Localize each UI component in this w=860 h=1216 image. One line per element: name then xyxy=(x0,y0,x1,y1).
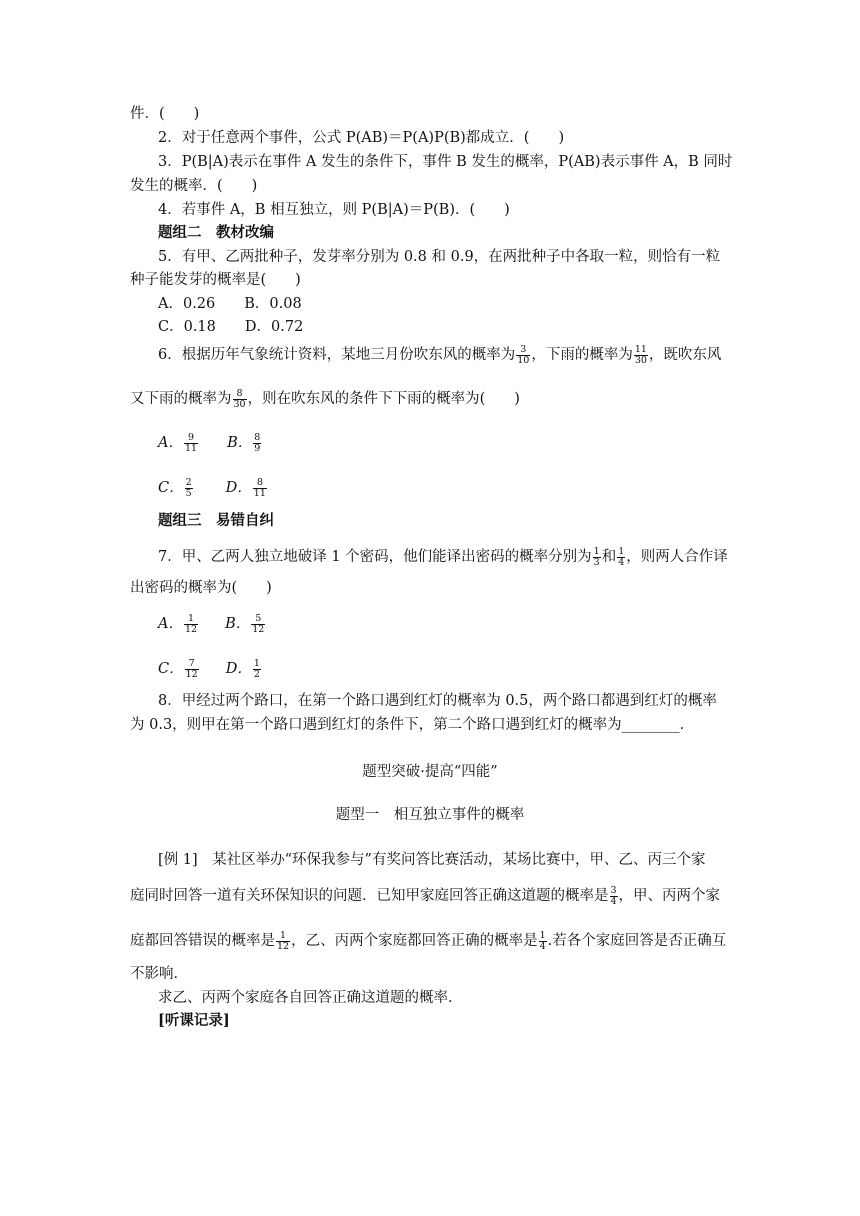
numerator: 1 xyxy=(276,931,290,942)
ex-text: 庭同时回答一道有关环保知识的问题．已知甲家庭回答正确这道题的概率是 xyxy=(130,888,609,904)
denominator: 4 xyxy=(610,895,617,907)
q7-text: 和 xyxy=(601,549,617,565)
option-label: B． xyxy=(227,435,253,451)
numerator: 3 xyxy=(516,345,530,356)
fraction xyxy=(185,659,199,680)
numerator: 1 xyxy=(253,657,260,669)
example-1-line4: 不影响． xyxy=(130,966,188,982)
example-1-line2 xyxy=(130,883,720,909)
ex-text: .若各个家庭回答是否正确互 xyxy=(547,933,727,949)
denominator: 4 xyxy=(539,940,546,952)
example-1: [例 1] 某社区举办“环保我参与”有奖问答比赛活动，某场比赛中，甲、乙、丙三个家 xyxy=(158,852,706,868)
question-6 xyxy=(158,342,721,368)
numerator: 1 xyxy=(618,545,625,557)
numerator: 3 xyxy=(610,884,617,896)
numerator: 7 xyxy=(185,659,199,670)
fraction xyxy=(276,931,290,952)
q6-text: ，既吹东风 xyxy=(648,347,722,363)
q6-text: ，下雨的概率为 xyxy=(531,347,633,363)
denominator: 30 xyxy=(233,398,246,410)
fraction xyxy=(253,433,261,454)
denominator: 2 xyxy=(253,668,260,680)
question-5-options-ab: A．0.26 B．0.08 xyxy=(158,296,302,312)
question-8-cont: 为 0.3，则甲在第一个路口遇到红灯的条件下，第二个路口遇到红灯的概率为________． xyxy=(130,717,695,733)
q6-text: 6．根据历年气象统计资料，某地三月份吹东风的概率为 xyxy=(158,347,516,363)
fraction xyxy=(516,345,530,366)
group-heading: 题组二 教材改编 xyxy=(158,224,274,241)
denominator: 12 xyxy=(184,623,198,635)
denominator: 3 xyxy=(593,556,600,568)
numerator: 1 xyxy=(184,614,198,625)
denominator: 10 xyxy=(517,354,530,366)
denominator: 11 xyxy=(253,487,266,499)
section-subtitle: 题型一 相互独立事件的概率 xyxy=(335,807,525,823)
ex-text: ，甲、丙两个家 xyxy=(618,888,721,904)
denominator: 12 xyxy=(252,623,265,635)
denominator: 30 xyxy=(634,354,647,366)
numerator: 2 xyxy=(185,476,192,488)
numerator: 8 xyxy=(233,389,247,400)
numerator: 8 xyxy=(254,431,261,443)
example-1-line3 xyxy=(130,928,726,954)
numerator: 11 xyxy=(634,343,647,355)
denominator: 11 xyxy=(184,442,198,454)
fraction xyxy=(253,659,261,680)
option-label: B． xyxy=(225,616,251,632)
fraction xyxy=(184,614,198,635)
fraction xyxy=(539,931,547,952)
denominator: 5 xyxy=(185,487,192,499)
numerator: 1 xyxy=(593,545,600,557)
fraction xyxy=(184,433,198,454)
lecture-notes-label: [听课记录] xyxy=(158,1012,230,1029)
fraction xyxy=(251,614,265,635)
section-title: 题型突破·提高“四能” xyxy=(362,764,498,780)
ex-text: ，乙、丙两个家庭都回答正确的概率是 xyxy=(291,933,538,949)
question-6-options-cd xyxy=(158,475,268,501)
example-1-question: 求乙、丙两个家庭各自回答正确这道题的概率． xyxy=(158,990,463,1006)
fraction xyxy=(617,547,625,568)
question-3: 3．P(B|A)表示在事件 A 发生的条件下，事件 B 发生的概率，P(AB)表示事件 A，B 同时 xyxy=(158,154,733,170)
denominator: 9 xyxy=(254,442,261,454)
option-label: C． xyxy=(158,480,184,496)
denominator: 12 xyxy=(185,668,198,680)
question-6-cont xyxy=(130,386,520,412)
option-label: D． xyxy=(225,661,252,677)
question-7 xyxy=(158,544,728,570)
denominator: 4 xyxy=(618,556,625,568)
question-5-cont: 种子能发芽的概率是( ) xyxy=(130,272,301,288)
question-6-options-ab xyxy=(158,430,262,456)
fraction xyxy=(593,547,601,568)
question-7-cont: 出密码的概率为( ) xyxy=(130,580,272,596)
question-2: 2．对于任意两个事件，公式 P(AB)＝P(A)P(B)都成立．( ) xyxy=(158,130,565,146)
question-8: 8．甲经过两个路口，在第一个路口遇到红灯的概率为 0.5，两个路口都遇到红灯的概率 xyxy=(158,693,717,709)
q6-text: 又下雨的概率为 xyxy=(130,391,232,407)
fraction xyxy=(233,389,247,410)
question-4: 4．若事件 A，B 相互独立，则 P(B|A)＝P(B)．( ) xyxy=(158,202,510,218)
option-label: A． xyxy=(158,616,183,632)
q6-text: ，则在吹东风的条件下下雨的概率为( ) xyxy=(247,391,520,407)
denominator: 12 xyxy=(277,940,290,952)
option-label: C． xyxy=(158,661,184,677)
group-heading: 题组三 易错自纠 xyxy=(158,512,274,529)
question-5: 5．有甲、乙两批种子，发芽率分别为 0.8 和 0.9，在两批种子中各取一粒，则恰有一粒 xyxy=(158,249,721,265)
question-7-options-cd xyxy=(158,656,262,682)
question-3-cont: 发生的概率．( ) xyxy=(130,178,258,194)
question-5-options-cd: C．0.18 D．0.72 xyxy=(158,319,304,335)
q7-text: ，则两人合作译 xyxy=(626,549,728,565)
option-label: D． xyxy=(225,480,252,496)
question-7-options-ab xyxy=(158,611,266,637)
option-label: A． xyxy=(158,435,183,451)
text-line: 件．( ) xyxy=(130,106,200,122)
numerator: 1 xyxy=(539,929,546,941)
numerator: 5 xyxy=(251,614,265,625)
fraction xyxy=(253,478,267,499)
fraction xyxy=(634,345,648,366)
ex-text: 庭都回答错误的概率是 xyxy=(130,933,275,949)
q7-text: 7．甲、乙两人独立地破译 1 个密码，他们能译出密码的概率分别为 xyxy=(158,549,592,565)
fraction xyxy=(610,886,618,907)
numerator: 8 xyxy=(253,478,267,489)
numerator: 9 xyxy=(184,433,198,444)
fraction xyxy=(185,478,193,499)
